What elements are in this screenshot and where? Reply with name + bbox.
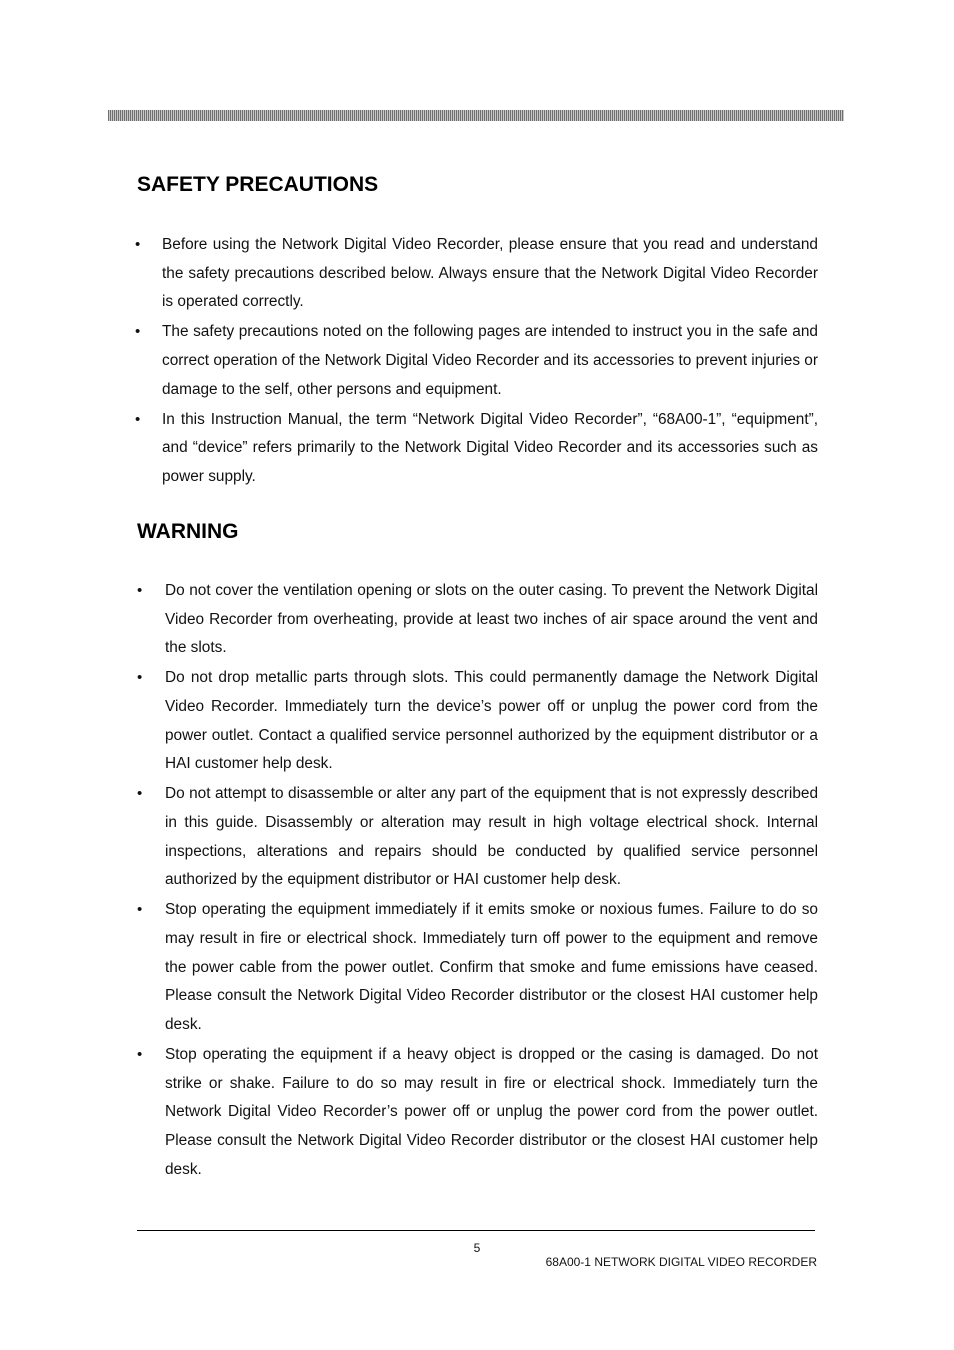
bullet-icon: • — [137, 669, 143, 687]
bullet-icon: • — [137, 785, 143, 803]
header-rule — [108, 110, 844, 121]
list-item-text: Do not drop metallic parts through slots. This could permanently damage the Network Digital Video Recorder. Immediately turn the device’s power off or unplug the power cord from the power outlet. Contact a qualified service personnel authorized by the equipment distributor or a HAI customer help desk. — [165, 669, 818, 773]
list-item-text: Stop operating the equipment if a heavy object is dropped or the casing is damaged. Do not strike or shake. Failure to do so may result in fire or electrical shock. Immediately turn the Network Digital Video Recorder’s power off or unplug the power cord from the power outlet. Please consult the Network Digital Video Recorder distributor or the closest HAI customer help desk. — [165, 1046, 818, 1178]
warning-heading: WARNING — [137, 520, 239, 543]
list-item-text: Before using the Network Digital Video Recorder, please ensure that you read and understand the safety precautions described below. Always ensure that the Network Digital Video Recorder is operated correctly. — [162, 236, 818, 311]
bullet-icon: • — [135, 410, 141, 428]
bullet-icon: • — [137, 582, 143, 599]
list-item-text: Do not cover the ventilation opening or slots on the outer casing. To prevent the Network Digital Video Recorder from overheating, provide at least two inches of air space around the vent and the slots. — [165, 582, 818, 657]
list-item-text: The safety precautions noted on the following pages are intended to instruct you in the safe and correct operation of the Network Digital Video Recorder and its accessories to prevent injuries or damage to the self, other persons and equipment. — [162, 323, 818, 398]
list-item-text: Stop operating the equipment immediately if it emits smoke or noxious fumes. Failure to do so may result in fire or electrical shock. Immediately turn off power to the equipment and remove the power cable from the power outlet. Confirm that smoke and fume emissions have ceased. Please consult the Network Digital Video Recorder distributor or the closest HAI customer help desk. — [165, 901, 818, 1034]
list-item — [135, 231, 818, 317]
safety-precautions-list — [135, 231, 818, 493]
list-item-text: Do not attempt to disassemble or alter any part of the equipment that is not expressly described in this guide. Disassembly or alteration may result in high voltage electrical shock. Internal inspections, alterations and repairs should be conducted by qualified service personnel authorized by the equipment distributor or HAI customer help desk. — [165, 785, 818, 889]
safety-precautions-heading: SAFETY PRECAUTIONS — [137, 173, 379, 196]
list-item — [137, 1041, 818, 1185]
list-item — [135, 318, 818, 404]
list-item — [137, 896, 818, 1040]
list-item — [137, 577, 818, 663]
list-item-text: In this Instruction Manual, the term “Network Digital Video Recorder”, “68A00-1”, “equipment”, and “device” refers primarily to the Network Digital Video Recorder and its accessories such as power supply. — [162, 410, 818, 485]
footer-rule — [137, 1230, 815, 1231]
bullet-icon: • — [135, 323, 141, 341]
footer-document-title: 68A00-1 NETWORK DIGITAL VIDEO RECORDER — [545, 1255, 817, 1269]
list-item — [137, 780, 818, 895]
warning-list — [137, 577, 818, 1186]
list-item — [135, 406, 818, 492]
page-number: 5 — [473, 1241, 481, 1255]
bullet-icon: • — [135, 236, 141, 253]
list-item — [137, 664, 818, 779]
bullet-icon: • — [137, 901, 143, 919]
bullet-icon: • — [137, 1046, 143, 1063]
